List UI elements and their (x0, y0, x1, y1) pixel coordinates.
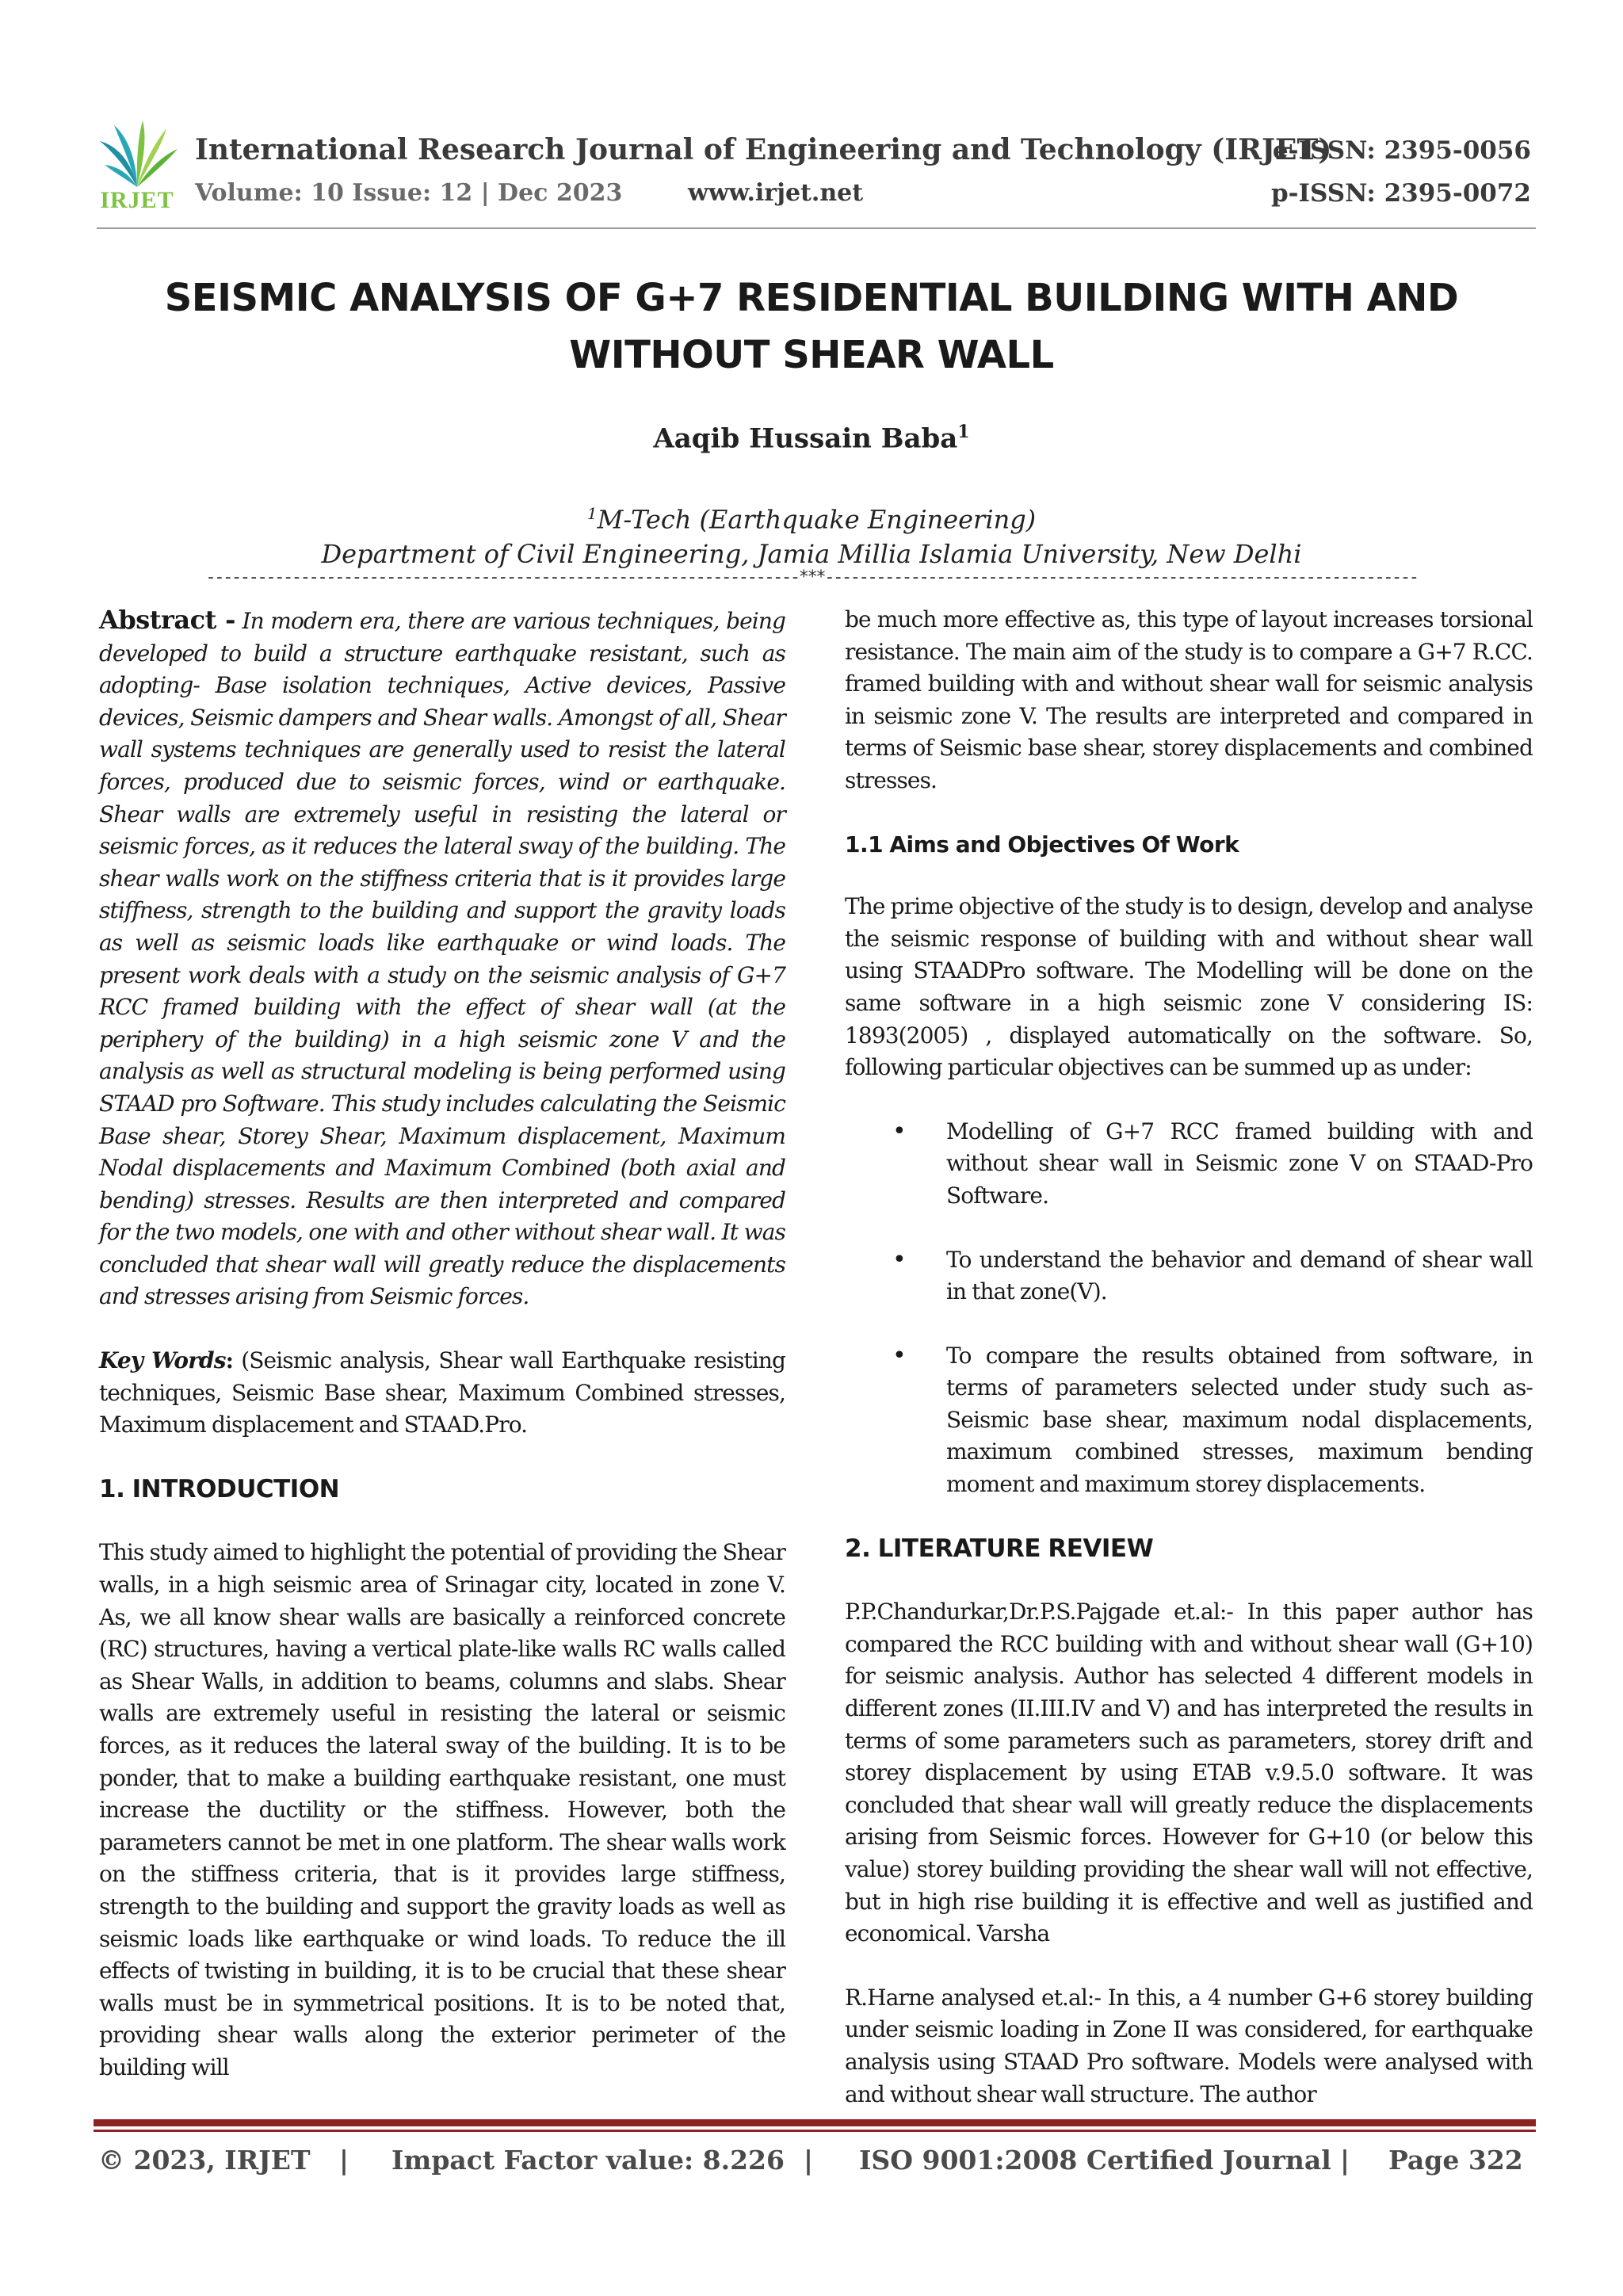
section-separator: ---------------------------------------------------------------------***--------------------------------------------------------------------- (205, 567, 1418, 587)
irjet-leaf-icon (94, 117, 181, 189)
literature-heading: 2. LITERATURE REVIEW (845, 1534, 1154, 1563)
introduction-heading: 1. INTRODUCTION (99, 1474, 340, 1503)
author-name (0, 422, 1623, 454)
footer-separator: | (339, 2145, 349, 2176)
paragraph-gap (845, 1950, 1533, 1982)
affiliation-department: Department of Civil Engineering, Jamia Millia Islamia University, New Delhi (321, 539, 1302, 569)
paper-title (119, 269, 1504, 384)
literature-paragraph-1: P.P.Chandurkar,Dr.P.S.Pajgade et.al:- In this paper author has compared the RCC building with and without shear wall (G+10) for seismic analysis. Author has selected 4 different models in different zones (II.III.IV and V) and has interpreted the results in terms of some parameters such as parameters, storey drift and storey displacement by using ETAB v.9.5.0 software. It was concluded that shear wall will greatly reduce the displacements arising from Seismic forces. However for G+10 (or below this value) storey building providing the shear wall will not effective, but in high rise building it is effective and well as justified and economical. Varsha (845, 1599, 1533, 1947)
keywords (99, 1345, 785, 1442)
volume-issue: Volume: 10 Issue: 12 | Dec 2023 (195, 179, 623, 207)
introduction-continued: be much more effective as, this type of layout increases torsional resistance. The main aim of the study is to compare a G+7 R.CC. framed building with and without shear wall for seismic analysis in seismic zone V. The results are interpreted and compared in terms of Seismic base shear, storey displacements and combined stresses. (845, 606, 1533, 793)
objective-item: • Modelling of G+7 RCC framed building with and without shear wall in Seismic zone V on STAAD-Pro Software. (845, 1116, 1533, 1213)
objectives-list (845, 1116, 1533, 1501)
footer-separator: | (1340, 2145, 1350, 2176)
objective-item: • To understand the behavior and demand of shear wall in that zone(V). (845, 1244, 1533, 1308)
affiliation-mark: 1 (586, 504, 598, 523)
footer-separator: | (804, 2145, 814, 2176)
logo-wordmark: IRJET (100, 187, 174, 213)
left-column (99, 604, 785, 2084)
author-affiliation-mark: 1 (957, 422, 970, 442)
footer-iso-certification: ISO 9001:2008 Certified Journal (859, 2145, 1331, 2176)
footer-rule-thick (94, 2119, 1536, 2126)
footer-copyright: © 2023, IRJET (98, 2145, 311, 2176)
abstract-text: In modern era, there are various techniques, being developed to build a structure earthquake resistant, such as adopting- Base isolation techniques, Active devices, Passive devices, Seismic dampers and Shear walls. Amongst of all, Shear wall systems techniques are generally used to resist the lateral forces, produced due to seismic forces, wind or earthquake. Shear walls are extremely useful in resisting the lateral or seismic forces, as it reduces the lateral sway of the building. The shear walls work on the stiffness criteria that is it provides large stiffness, strength to the building and support the gravity loads as well as seismic loads like earthquake or wind loads. The present work deals with a study on the seismic analysis of G+7 RCC framed building with the effect of shear wall (at the periphery of the building) in a high seismic zone V and the analysis as well as structural modeling is being performed using STAAD pro Software. This study includes calculating the Seismic Base shear, Storey Shear, Maximum displacement, Maximum Nodal displacements and Maximum Combined (both axial and bending) stresses. Results are then interpreted and compared for the two models, one with and other without shear wall. It was concluded that shear wall will greatly reduce the displacements and stresses arising from Seismic forces. (99, 608, 785, 1310)
keywords-text: (Seismic analysis, Shear wall Earthquake resisting techniques, Seismic Base shear, Maximum Combined stresses, Maximum displacement and STAAD.Pro. (99, 1347, 785, 1438)
introduction-text: This study aimed to highlight the potential of providing the Shear walls, in a high seismic area of Srinagar city, located in zone V. As, we all know shear walls are basically a reinforced concrete (RC) structures, having a vertical plate-like walls RC walls called as Shear Walls, in addition to beams, columns and slabs. Shear walls are extremely useful in resisting the lateral or seismic forces, as it reduces the lateral sway of the building. It is to be ponder, that to make a building earthquake resistant, one must increase the ductility or the stiffness. However, both the parameters cannot be met in one platform. The shear walls work on the stiffness criteria, that is it provides large stiffness, strength to the building and support the gravity loads as well as seismic loads like earthquake or wind loads. To reduce the ill effects of twisting in building, it is to be crucial that these shear walls must be in symmetrical positions. It is to be noted that, providing shear walls along the exterior perimeter of the building will (99, 1539, 785, 2080)
irjet-logo (94, 117, 181, 211)
keywords-label: Key Words (99, 1347, 226, 1374)
e-issn: e-ISSN: 2395-0056 (1272, 136, 1531, 165)
right-column (845, 604, 1533, 2111)
author-text: Aaqib Hussain Baba (653, 422, 958, 455)
keywords-colon: : (225, 1347, 234, 1374)
p-issn: p-ISSN: 2395-0072 (1270, 179, 1531, 208)
objective-item: • To compare the results obtained from software, in terms of parameters selected under study such as- Seismic base shear, maximum nodal displacements, maximum combined stresses, maximum bending moment and maximum storey displacements. (845, 1340, 1533, 1501)
affiliation-degree (0, 504, 1623, 535)
literature-paragraph-2: R.Harne analysed et.al:- In this, a 4 number G+6 storey building under seismic loading in Zone II was considered, for earthquake analysis using STAAD Pro software. Models were analysed with and without shear wall structure. The author (845, 1984, 1533, 2107)
footer-page-number: Page 322 (1388, 2145, 1523, 2176)
header-divider (97, 227, 1536, 229)
footer-impact-factor: Impact Factor value: 8.226 (391, 2145, 785, 2176)
abstract (99, 604, 785, 1313)
affiliation-degree-text: M-Tech (Earthquake Engineering) (597, 504, 1037, 535)
journal-title: International Research Journal of Engineering and Technology (IRJET) (195, 133, 1332, 166)
paper-title-line-1: SEISMIC ANALYSIS OF G+7 RESIDENTIAL BUILDING WITH AND (164, 276, 1459, 320)
aims-text: The prime objective of the study is to design, develop and analyse the seismic response of building with and without shear wall using STAADPro software. The Modelling will be done on the same software in a high seismic zone V considering IS: 1893(2005) , displayed automatically on the software. So, following particular objectives can be summed up as under: (845, 893, 1533, 1081)
abstract-label: Abstract - (99, 605, 235, 635)
aims-heading: 1.1 Aims and Objectives Of Work (845, 831, 1239, 858)
paper-title-line-2: WITHOUT SHEAR WALL (569, 333, 1054, 377)
footer-rule-thin (94, 2130, 1536, 2132)
journal-website-link[interactable]: www.irjet.net (688, 179, 864, 207)
